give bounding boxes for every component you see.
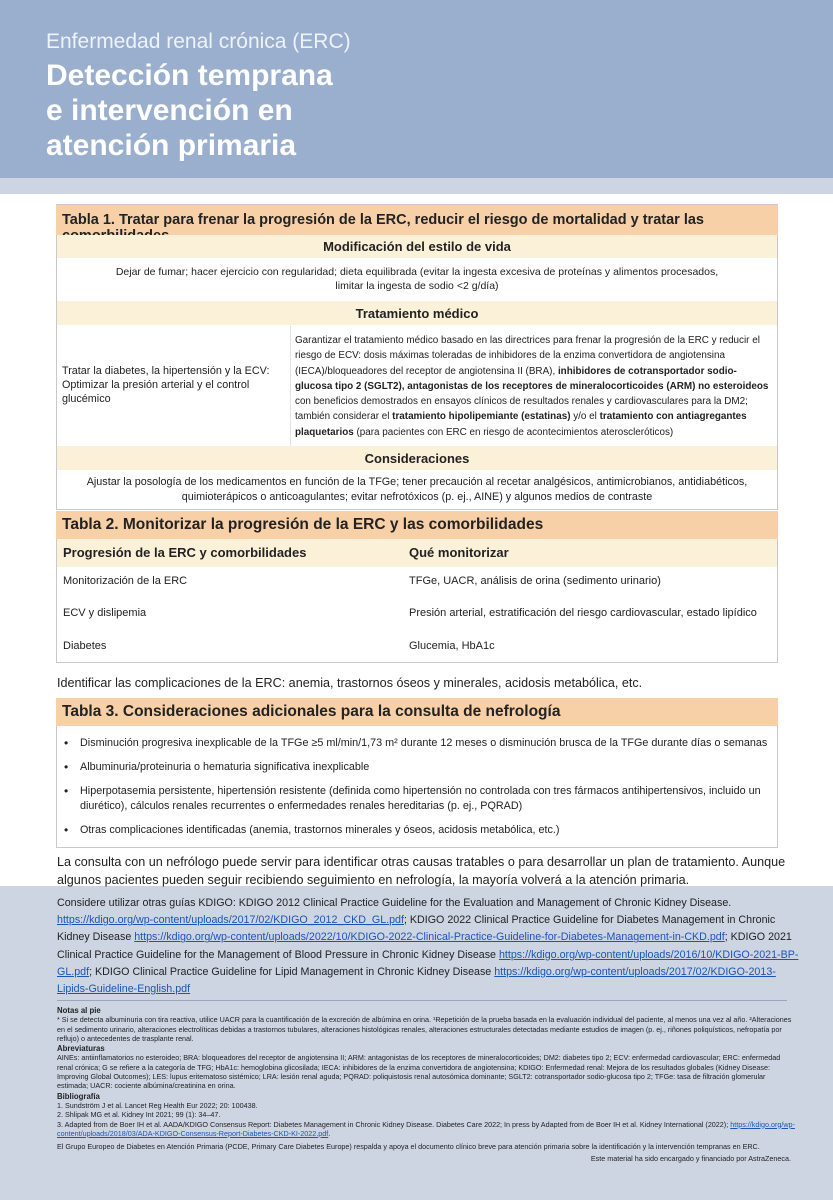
- table-row: [57, 631, 777, 663]
- medical-text: Garantizar el tratamiento médico basado en las directrices para frenar la progresión de la ERC y reducir el riesgo de ECV: dosis máximas toleradas de inhibidores de la enzima convertidora de angiotensina (IECA)/bloqueadores del receptor de angiotensina II (BRA),: [295, 335, 760, 377]
- page-header: [0, 0, 833, 178]
- list-item: • Hiperpotasemia persistente, hipertensión resistente (definida como hipertensión no controlada con tres fármacos antihipertensivos, incluido un diurético), cálculos renales recurrentes o enfermedades renales hereditarias (p. ej., PQRAD): [62, 784, 768, 814]
- considerations-line: quimioterápicos o anticoagulantes; evitar nefrotóxicos (p. ej., AINE) y algunos medios de contraste: [181, 491, 653, 503]
- table-cell: ECV y dislipemia: [63, 607, 147, 619]
- reference-link[interactable]: https://kdigo.org/wp-content/uploads/2017/02/KDIGO-2013-Lipids-Guideline-English.pdf: [57, 965, 776, 996]
- bibliography-item: 2. Shlipak MG et al. Kidney Int 2021; 99 (1): 34–47.: [57, 1110, 221, 1120]
- table-row: [57, 598, 777, 630]
- bibliography-item: [57, 1120, 797, 1139]
- page-title-line: Detección temprana: [46, 59, 333, 92]
- table1-section-medical: Tratamiento médico: [57, 301, 777, 325]
- page-subtitle: Enfermedad renal crónica (ERC): [46, 30, 351, 53]
- bibliography-link[interactable]: https://kdigo.org/wp-content/uploads/2018/03/ADA-KDIGO-Consensus-Report-Diabetes-CKD-KI-2022.pdf: [57, 1119, 795, 1138]
- medical-text: (para pacientes con ERC en riesgo de acontecimientos ateroscleróticos): [353, 426, 674, 438]
- medical-text-bold: tratamiento con antiagregantes plaquetarios: [295, 411, 747, 438]
- divider: [57, 1000, 787, 1001]
- medical-text-bold: tratamiento hipolipemiante (estatinas): [392, 411, 571, 423]
- table2-col-header: Progresión de la ERC y comorbilidades: [63, 545, 307, 560]
- list-item: • Albuminuria/proteinuria o hematuria significativa inexplicable: [62, 760, 768, 775]
- medical-text: con beneficios demostrados en ensayos clínicos de resultados renales y cardiovasculares para la DM2; también considerar el: [295, 396, 748, 423]
- bibliography-text: 3. Adapted from de Boer IH et al. AADA/KDIGO Consensus Report: Diabetes Management in Chronic Kidney Disease. Diabetes Care 2022; In press by Adapted from de Boer IH et al. Kidney International (2022);: [57, 1119, 731, 1129]
- notes-heading: Notas al pie: [57, 1006, 101, 1015]
- bibliography-item: 1. Sundström J et al. Lancet Reg Health Eur 2022; 20: 100438.: [57, 1100, 258, 1110]
- table2-title: Tabla 2. Monitorizar la progresión de la ERC y las comorbilidades: [56, 511, 778, 539]
- lifestyle-line: Dejar de fumar; hacer ejercicio con regularidad; dieta equilibrada (evitar la ingesta excesiva de proteínas y alimentos procesados,: [115, 266, 719, 278]
- medical-left-cell: Tratar la diabetes, la hipertensión y la ECV: Optimizar la presión arterial y el control glucémico: [62, 365, 270, 405]
- bibliography-heading: Bibliografía: [57, 1091, 100, 1101]
- table-cell: Diabetes: [63, 640, 107, 652]
- sponsor-statement: Este material ha sido encargado y financiado por AstraZeneca.: [590, 1154, 791, 1164]
- reference-text: Considere utilizar otras guías KDIGO: KDIGO 2012 Clinical Practice Guideline for the Evaluation and Management of Chronic Kidney Disease.: [57, 897, 732, 909]
- bibliography-text: .: [328, 1128, 331, 1138]
- reference-link[interactable]: https://kdigo.org/wp-content/uploads/2016/10/KDIGO-2021-BP-GL.pdf: [57, 948, 799, 978]
- list-item: • Otras complicaciones identificadas (anemia, trastornos minerales y óseos, acidosis metabólica, etc.): [62, 823, 768, 838]
- page-title: [46, 58, 333, 163]
- reference-link[interactable]: https://kdigo.org/wp-content/uploads/2017/02/KDIGO_2012_CKD_GL.pdf: [57, 914, 404, 927]
- medical-text: y/o el: [570, 411, 600, 423]
- reference-text: ; KDIGO Clinical Practice Guideline for Lipid Management in Chronic Kidney Disease: [89, 965, 495, 978]
- pcde-statement: El Grupo Europeo de Diabetes en Atención Primaria (PCDE, Primary Care Diabetes Europe) respalda y apoya el documento clínico breve para atención primaria sobre la identificación y la intervención tempranas en ERC.: [57, 1142, 760, 1152]
- lifestyle-line: limitar la ingesta de sodio <2 g/día): [335, 280, 499, 292]
- table3-title: Tabla 3. Consideraciones adicionales para la consulta de nefrología: [56, 698, 778, 726]
- complications-text: Identificar las complicaciones de la ERC: anemia, trastornos óseos y minerales, acidosis metabólica, etc.: [57, 676, 643, 690]
- reference-link[interactable]: https://kdigo.org/wp-content/uploads/2022/10/KDIGO-2022-Clinical-Practice-Guideline-for-Diabetes-Management-in-CKD.pdf: [134, 931, 725, 944]
- references: [57, 895, 807, 998]
- reference-text: ; KDIGO 2022 Clinical Practice Guideline for Diabetes Management in Chronic Kidney Disease: [57, 914, 776, 944]
- list-item: • Disminución progresiva inexplicable de la TFGe ≥5 ml/min/1,73 m² durante 12 meses o disminución brusca de la TFGe durante días o semanas: [62, 736, 768, 751]
- table2-header-row: [57, 539, 777, 567]
- table-cell: TFGe, UACR, análisis de orina (sedimento urinario): [409, 575, 661, 587]
- page-title-line: atención primaria: [46, 129, 297, 162]
- table1-section-lifestyle: Modificación del estilo de vida: [57, 235, 777, 258]
- page-title-line: e intervención en: [46, 94, 293, 127]
- lifestyle-text: [60, 265, 774, 293]
- table2-col-header: Qué monitorizar: [409, 545, 509, 560]
- abbreviations-text: AINEs: antiinflamatorios no esteroideo; BRA: bloqueadores del receptor de angiotensina II; ARM: antagonistas de los receptores de mineralocorticoides; DM2: diabetes tipo 2; ECV: enfermedad cardiovascular; ERC: enfermedad renal crónica; G se refiere a la categoría de TFG; HbA1c: hemoglobina glicosilada; IECA: inhibidores de la enzima convertidora de angiotensina; KDIGO: Enfermedad renal: Mejora de los resultados globales (Kidney Disease: Improving Global Outcomes); LES: lupus eritematoso sistémico; LRA: lesión renal aguda; PQRAD: poliquistosis renal autosómica dominante; SGLT2: cotransportador sodio-glucosa tipo 2; TFGe: tasa de filtración glomerular estimada; UACR: cociente albúmina/creatinina en orina.: [57, 1053, 781, 1091]
- table-cell: Glucemia, HbA1c: [409, 640, 495, 652]
- consult-text: La consulta con un nefrólogo puede servir para identificar otras causas tratables o para desarrollar un plan de tratamiento. Aunque algunos pacientes pueden seguir recibiendo seguimiento en nefrología, la mayoría volverá a la atención primaria.: [57, 855, 786, 887]
- table-cell: Presión arterial, estratificación del riesgo cardiovascular, estado lipídico: [409, 607, 757, 619]
- reference-text: ; KDIGO 2021 Clinical Practice Guideline for the Management of Blood Pressure in Chronic Kidney Disease: [57, 931, 792, 961]
- notes-text: * Si se detecta albuminuria con tira reactiva, utilice UACR para la cuantificación de la excreción de albúmina en orina. ¹Repetición de la prueba basada en la evaluación individual del paciente, al menos una vez al año. ²Alteraciones en el sedimento urinario, alteraciones electrolíticas debidas a trastornos tubulares, alteraciones histológicas renales, alteraciones estructurales detectadas mediante estudios de imagen (p. ej., riñones poliquísticos, nefropatía por reflujo) o antecedentes de trasplante renal.: [57, 1015, 792, 1043]
- referral-criteria-list: [62, 736, 768, 847]
- medical-right-cell: [295, 333, 773, 440]
- considerations-line: Ajustar la posología de los medicamentos en función de la TFGe; tener precaución al recetar analgésicos, antimicrobianos, antidiabéticos,: [86, 476, 748, 488]
- table-cell: Monitorización de la ERC: [63, 575, 188, 587]
- table1-title: Tabla 1. Tratar para frenar la progresión de la ERC, reducir el riesgo de mortalidad y tratar las: [56, 205, 778, 235]
- footnotes: [57, 1006, 797, 1164]
- medical-text-bold: inhibidores de cotransportador sodio-glucosa tipo 2 (SGLT2), antagonistas de los receptores de mineralocorticoides (ARM) no esteroideos: [295, 365, 769, 392]
- cell-divider: [290, 326, 291, 446]
- table1-section-considerations: Consideraciones: [57, 446, 777, 470]
- considerations-text: [60, 475, 774, 505]
- abbreviations-heading: Abreviaturas: [57, 1044, 105, 1054]
- table-row: [57, 566, 777, 598]
